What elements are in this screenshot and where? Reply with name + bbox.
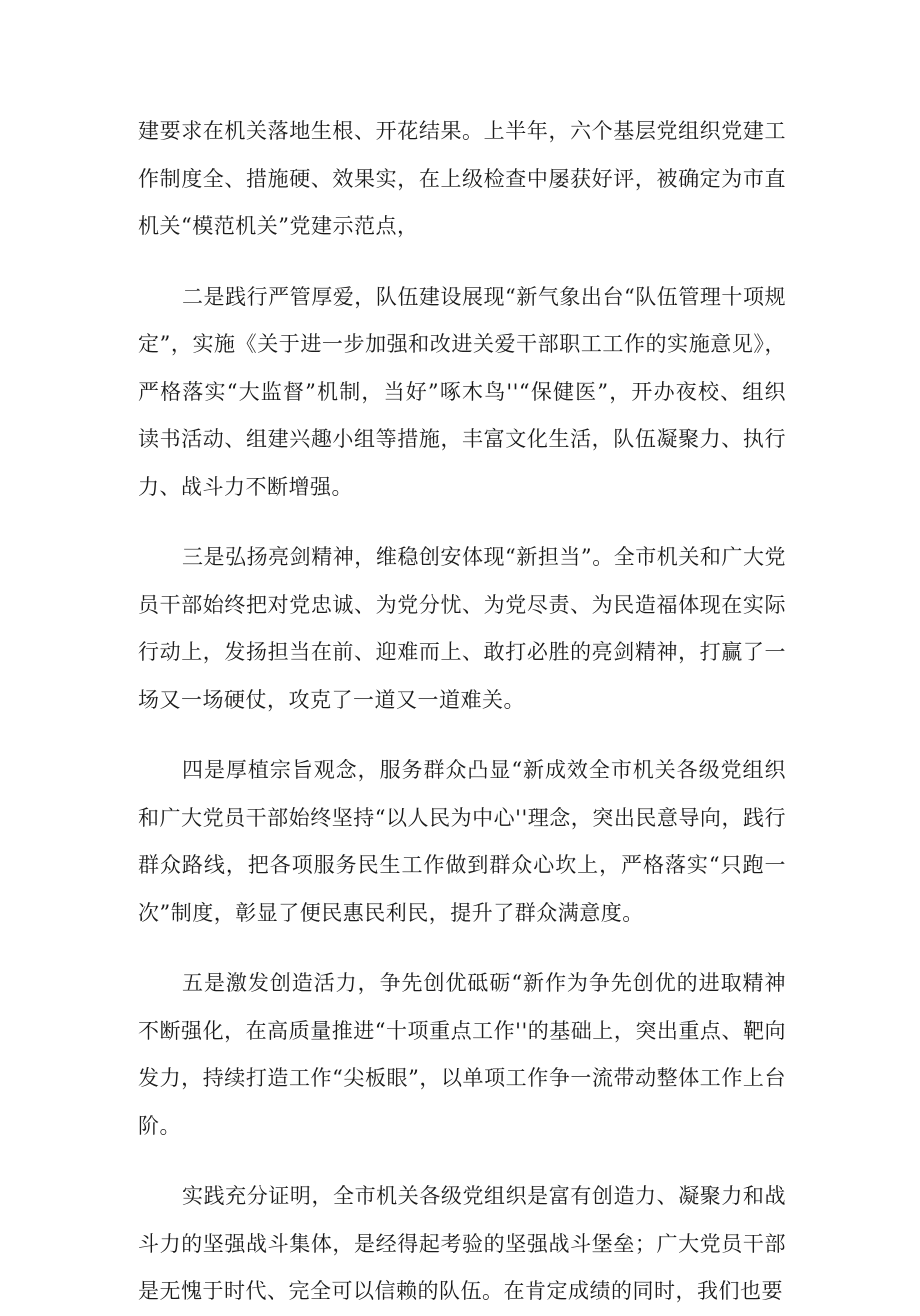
paragraph-three: 三是弘扬亮剑精神，维稳创安体现“新担当”。全市机关和广大党员干部始终把对党忠诚、为党分忧、为党尽责、为民造福体现在实际行动上，发扬担当在前、迎难而上、敢打必胜的亮剑精神，打赢了一场又一场硬仗，攻克了一道又一道难关。 xyxy=(138,545,786,712)
document-body xyxy=(138,108,786,1316)
paragraph-five: 五是激发创造活力，争先创优砥砺“新作为争先创优的进取精神不断强化，在高质量推进“十项重点工作''的基础上，突出重点、靶向发力，持续打造工作“尖板眼”，以单项工作争一流带动整体工作上台阶。 xyxy=(138,971,786,1138)
paragraph-two: 二是践行严管厚爱，队伍建设展现“新气象出台“队伍管理十项规定”，实施《关于进一步加强和改进关爱干部职工工作的实施意见》，严格落实“大监督”机制，当好”啄木鸟''“保健医”，开办夜校、组织读书活动、组建兴趣小组等措施，丰富文化生活，队伍凝聚力、执行力、战斗力不断增强。 xyxy=(138,284,786,499)
paragraph-continuation: 建要求在机关落地生根、开花结果。上半年，六个基层党组织党建工作制度全、措施硬、效果实，在上级检查中屡获好评，被确定为市直机关“模范机关”党建示范点， xyxy=(138,119,786,238)
paragraph-conclusion: 实践充分证明，全市机关各级党组织是富有创造力、凝聚力和战斗力的坚强战斗集体，是经得起考验的坚强战斗堡垒；广大党员干部是无愧于时代、完全可以信赖的队伍。在肯定成绩的同时，我们也要 xyxy=(138,1184,786,1303)
paragraph-four: 四是厚植宗旨观念，服务群众凸显“新成效全市机关各级党组织和广大党员干部始终坚持“以人民为中心''理念，突出民意导向，践行群众路线，把各项服务民生工作做到群众心坎上，严格落实“只跑一次”制度，彰显了便民惠民利民，提升了群众满意度。 xyxy=(138,758,786,925)
